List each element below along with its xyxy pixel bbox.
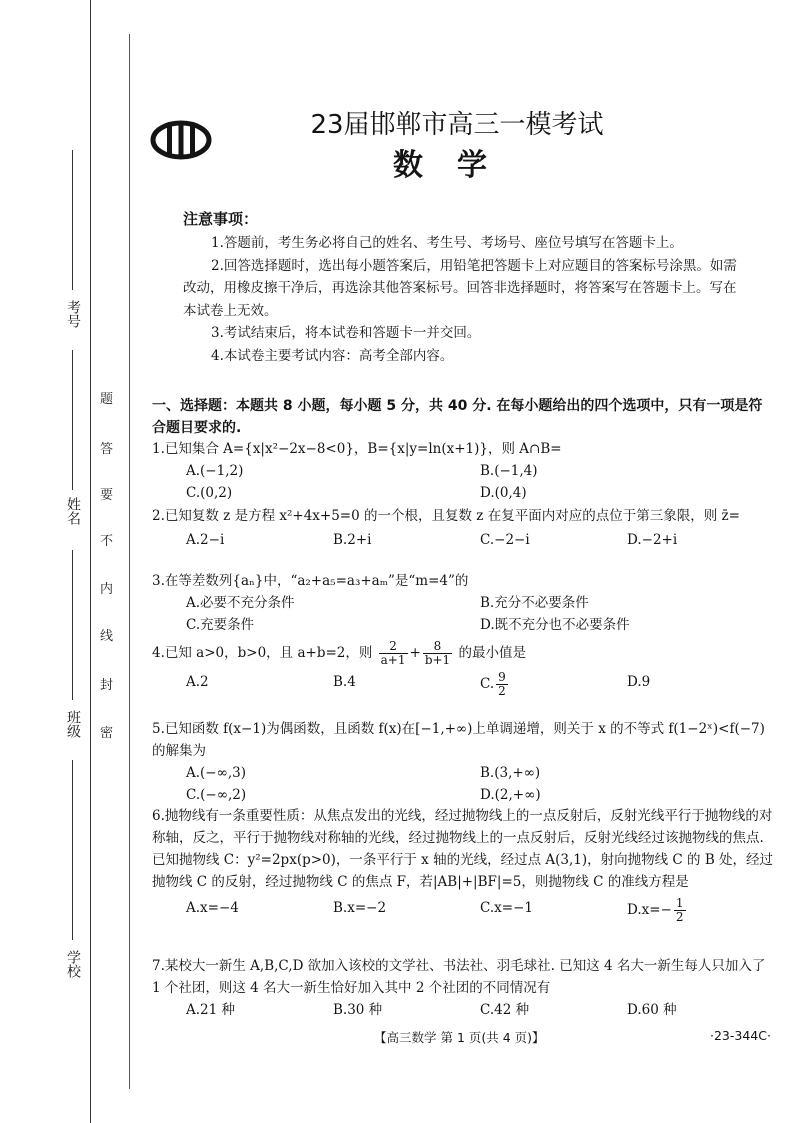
seal-char: 内	[100, 582, 114, 597]
option-d	[627, 897, 774, 924]
notes-list	[183, 232, 743, 367]
plus-sign: +	[409, 645, 421, 661]
seal-char: 题	[100, 392, 114, 407]
seal-char: 封	[100, 678, 114, 693]
question-stem: 1.已知集合 A={x|x²−2x−8<0}，B={x|y=ln(x+1)}，则 A∩B=	[152, 441, 562, 457]
question-2	[152, 505, 774, 551]
seal-char: 密	[100, 726, 114, 741]
class-label: 班级	[65, 710, 81, 738]
seal-char: 线	[100, 629, 114, 644]
option-b: B.2+i	[333, 532, 372, 548]
option-b: B.充分不必要条件	[480, 595, 589, 611]
seal-char: 答	[100, 442, 114, 457]
school-underline	[72, 760, 73, 940]
question-stem: 7.某校大一新生 A,B,C,D 欲加入该校的文学社、书法社、羽毛球社. 已知这 4 名大一新生每人只加入了 1 个社团，则这 4 名大一新生恰好加入其中 2 个社团的不同情况有	[152, 958, 766, 996]
question-stem: 6.抛物线有一条重要性质：从焦点发出的光线，经过抛物线上的一点反射后，反射光线平行于抛物线的对称轴，反之，平行于抛物线对称轴的光线，经过抛物线上的一点反射后，反射光线经过该抛物线的焦点. 已知抛物线 C：y²=2px(p>0)，一条平行于 x 轴的光线，经过点 A(3,1)，射向抛物线 C 的 B 处，经过抛物线 C 的反射，经过抛物线 C 的焦点 F，若|AB|+|BF|=5，则抛物线 C 的准线方程是	[152, 808, 774, 890]
question-stem: 3.在等差数列{aₙ}中，“a₂+a₅=a₃+aₘ”是“m=4”的	[152, 573, 469, 589]
option-c	[480, 671, 627, 698]
option-d: D.9	[627, 674, 651, 690]
seal-line	[129, 34, 130, 1089]
notes-heading: 注意事项：	[183, 210, 259, 228]
option-b: B.30 种	[333, 1002, 383, 1018]
option-c: C.−2−i	[480, 532, 530, 548]
option-c: C.充要条件	[186, 617, 255, 633]
notes-item: 4.本试卷主要考试内容：高考全部内容。	[211, 347, 454, 364]
option-c: C.42 种	[480, 1002, 530, 1018]
name-label: 姓名	[65, 497, 81, 525]
option-d: D.−2+i	[627, 532, 678, 548]
page-footer: 【高三数学 第 1 页(共 4 页)】	[374, 1030, 545, 1045]
option-d: D.(2,+∞)	[480, 787, 541, 803]
option-b: B.(−1,4)	[480, 463, 538, 479]
notes-item: 1.答题前，考生务必将自己的姓名、考生号、考场号、座位号填写在答题卡上。	[211, 235, 683, 251]
fraction-denominator: 2	[498, 684, 506, 698]
binding-line	[90, 0, 91, 1123]
fraction	[423, 640, 452, 667]
seal-char: 不	[100, 534, 114, 549]
fraction	[496, 671, 508, 698]
option-a: A.(−∞,3)	[186, 765, 247, 781]
question-3	[152, 570, 774, 636]
option-b: B.4	[333, 674, 356, 690]
question-5	[152, 718, 774, 806]
option-b: B.x=−2	[333, 900, 387, 916]
paper-code: ·23-344C·	[710, 1028, 771, 1043]
option-a: A.2	[186, 674, 209, 690]
option-d: D.既不充分也不必要条件	[480, 617, 630, 633]
option-d: D.(0,4)	[480, 485, 527, 501]
school-label: 学校	[65, 950, 81, 978]
option-label: C.	[480, 676, 495, 692]
option-d: D.60 种	[627, 1002, 677, 1018]
fraction-numerator: 8	[423, 640, 452, 654]
notes-item: 2.回答选择题时，选出每小题答案后，用铅笔把答题卡上对应题目的答案标号涂黑。如需改动，用橡皮擦干净后，再选涂其他答案标号。回答非选择题时，将答案写在答题卡上。写在本试卷上无效。	[183, 257, 737, 319]
exam-no-underline	[72, 150, 73, 290]
class-underline	[72, 550, 73, 700]
question-stem: 2.已知复数 z 是方程 x²+4x+5=0 的一个根，且复数 z 在复平面内对应的点位于第三象限，则 z̄=	[152, 508, 740, 524]
question-6	[152, 805, 774, 924]
notes-item: 3.考试结束后，将本试卷和答题卡一并交回。	[211, 325, 481, 341]
fraction-denominator: 2	[675, 910, 684, 924]
fraction-denominator: a+1	[380, 653, 406, 667]
option-a: A.(−1,2)	[186, 463, 244, 479]
option-label: D.x=−	[627, 902, 672, 918]
fraction-denominator: b+1	[424, 653, 451, 667]
option-a: A.必要不充分条件	[186, 595, 295, 611]
question-1	[152, 438, 774, 504]
exam-no-label: 考号	[65, 300, 81, 328]
question-4	[152, 640, 774, 698]
exam-title: 23届邯郸市高三一模考试	[310, 110, 604, 140]
seal-char: 要	[100, 488, 114, 503]
option-c: C.x=−1	[480, 900, 533, 916]
name-underline	[72, 350, 73, 490]
fraction-numerator: 1	[675, 896, 684, 910]
exam-logo	[150, 120, 212, 160]
option-c: C.(0,2)	[186, 485, 233, 501]
stem-text: 的最小值是	[458, 645, 526, 661]
stem-text: 4.已知 a>0，b>0，且 a+b=2，则	[152, 645, 373, 661]
question-stem	[152, 640, 774, 667]
option-a: A.x=−4	[186, 900, 239, 916]
section-heading: 一、选择题：本题共 8 小题，每小题 5 分，共 40 分. 在每小题给出的四个选项中，只有一项是符合题目要求的.	[152, 398, 763, 436]
question-7	[152, 955, 774, 1021]
option-a: A.21 种	[186, 1002, 236, 1018]
fraction	[674, 897, 686, 924]
question-stem: 5.已知函数 f(x−1)为偶函数，且函数 f(x)在[−1,+∞)上单调递增，则关于 x 的不等式 f(1−2ˣ)<f(−7)的解集为	[152, 721, 765, 759]
option-a: A.2−i	[186, 532, 225, 548]
subject-title: 数学	[393, 148, 521, 183]
option-b: B.(3,+∞)	[480, 765, 541, 781]
fraction-numerator: 2	[379, 640, 408, 654]
fraction	[379, 640, 408, 667]
fraction-numerator: 9	[498, 670, 506, 684]
option-c: C.(−∞,2)	[186, 787, 247, 803]
